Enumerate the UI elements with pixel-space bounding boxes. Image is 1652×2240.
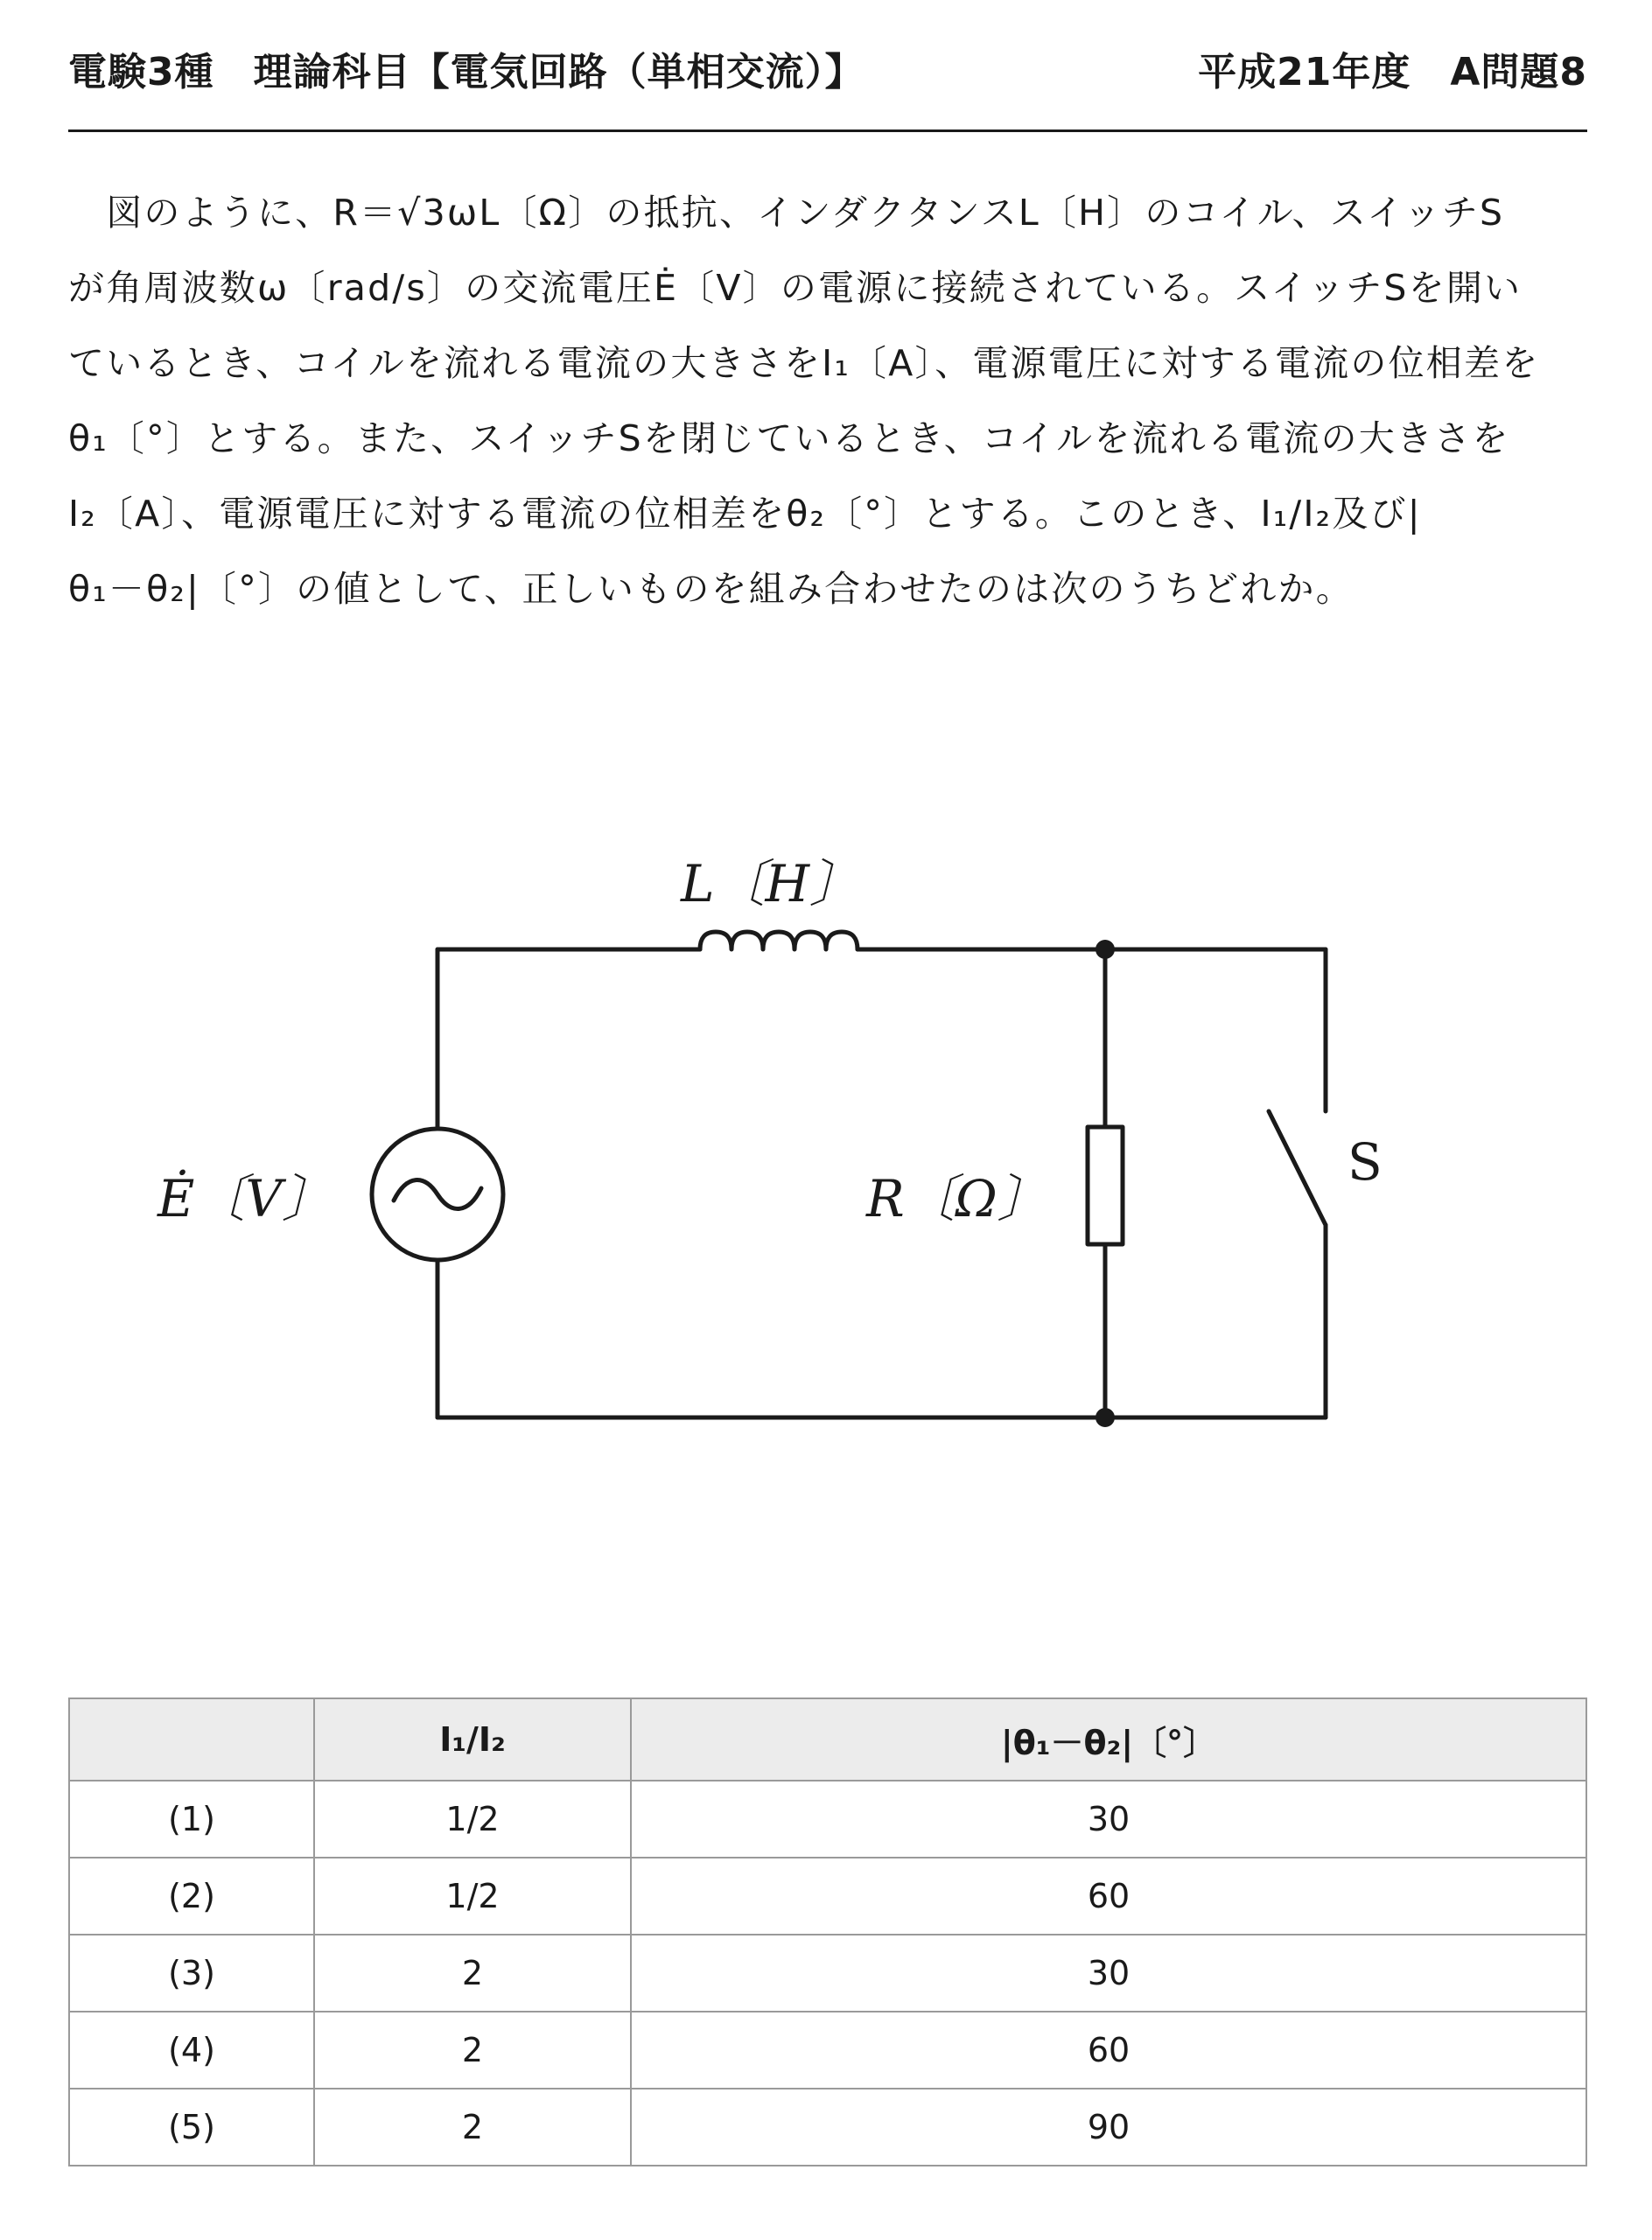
current-ratio: 2 (314, 2012, 631, 2089)
problem-statement (68, 175, 1587, 626)
choice-number: (4) (69, 2012, 314, 2089)
header-current-ratio: I₁/I₂ (314, 1698, 631, 1781)
phase-difference: 90 (631, 2089, 1586, 2166)
choice-number: (1) (69, 1781, 314, 1858)
table-row (69, 1781, 1586, 1858)
header-divider (68, 130, 1587, 132)
header-phase-difference: |θ₁－θ₂|〔°〕 (631, 1698, 1586, 1781)
problem-line: I₂〔A〕、電源電圧に対する電流の位相差をθ₂〔°〕とする。このとき、I₁/I₂及び| (68, 493, 1422, 535)
choice-number: (2) (69, 1858, 314, 1935)
problem-line: ているとき、コイルを流れる電流の大きさをI₁〔A〕、電源電圧に対する電流の位相差を (68, 342, 1540, 384)
current-ratio: 1/2 (314, 1858, 631, 1935)
inductor-coil (700, 932, 858, 949)
problem-line: が角周波数ω〔rad/s〕の交流電圧Ė〔V〕の電源に接続されている。スイッチSを開い (68, 267, 1522, 309)
current-ratio: 1/2 (314, 1781, 631, 1858)
circuit-diagram (140, 822, 1470, 1452)
source-label: Ė〔V〕 (158, 1169, 333, 1228)
junction-dot-bottom (1096, 1408, 1115, 1427)
current-ratio: 2 (314, 1935, 631, 2012)
phase-difference: 30 (631, 1935, 1586, 2012)
answer-choices-table (68, 1698, 1587, 2166)
table-row (69, 2089, 1586, 2166)
ac-sine-icon (394, 1180, 481, 1209)
phase-difference: 60 (631, 2012, 1586, 2089)
exam-year-problem: 平成21年度 A問題8 (1198, 50, 1587, 94)
table-row (69, 1858, 1586, 1935)
choice-number: (5) (69, 2089, 314, 2166)
inductor-label: L〔H〕 (681, 854, 861, 914)
current-ratio: 2 (314, 2089, 631, 2166)
phase-difference: 60 (631, 1858, 1586, 1935)
choice-number: (3) (69, 1935, 314, 2012)
switch-label: S (1348, 1132, 1382, 1192)
header-choice (69, 1698, 314, 1781)
table-row (69, 2012, 1586, 2089)
resistor-body (1088, 1127, 1123, 1244)
phase-difference: 30 (631, 1781, 1586, 1858)
problem-line: θ₁－θ₂|〔°〕の値として、正しいものを組み合わせたのは次のうちどれか。 (68, 568, 1354, 610)
problem-line: θ₁〔°〕とする。また、スイッチSを閉じているとき、コイルを流れる電流の大きさを (68, 417, 1510, 459)
switch-blade (1269, 1111, 1326, 1225)
problem-line: 図のように、R＝√3ωL〔Ω〕の抵抗、インダクタンスL〔H〕のコイル、スイッチS (68, 192, 1505, 234)
resistor-label: R〔Ω〕 (866, 1169, 1048, 1228)
table-header-row (69, 1698, 1586, 1781)
page-header (68, 42, 1587, 103)
exam-subject-title: 電験3種 理論科目【電気回路（単相交流）】 (68, 50, 864, 94)
junction-dot-top (1096, 940, 1115, 959)
table-row (69, 1935, 1586, 2012)
